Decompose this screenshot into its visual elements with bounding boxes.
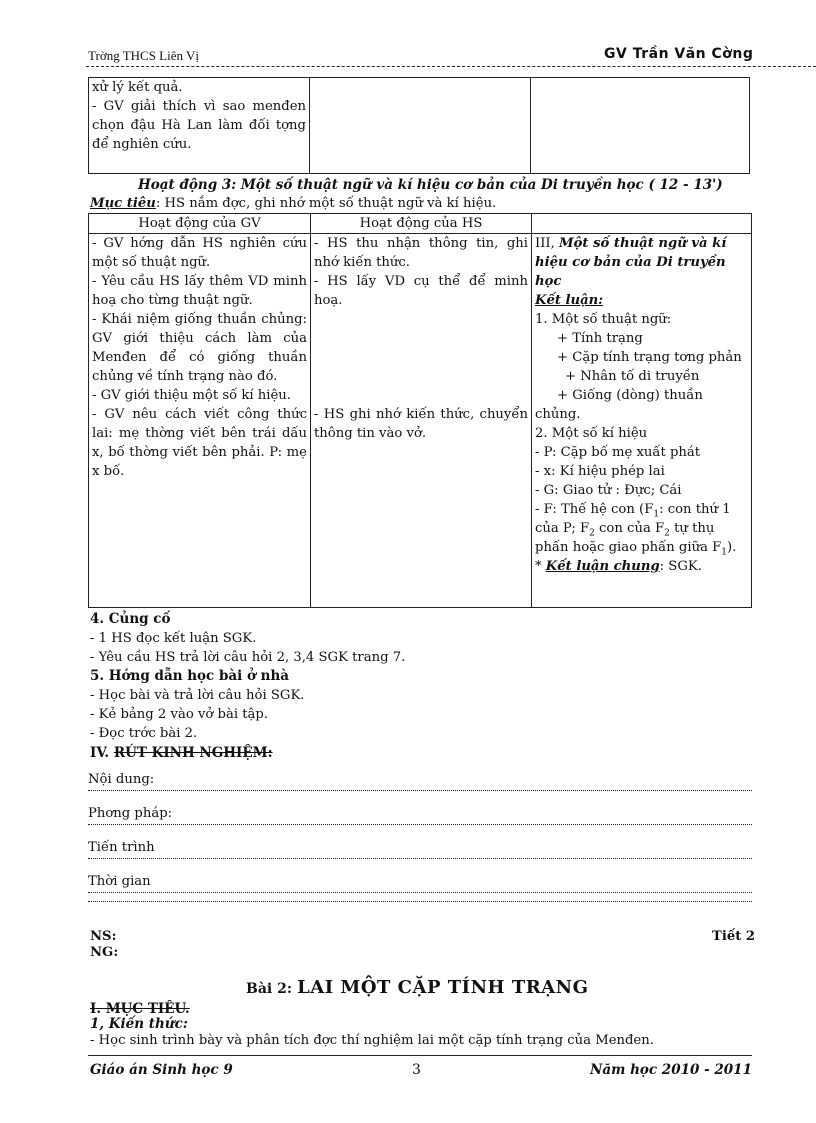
- general-text: : SGK.: [659, 559, 702, 574]
- footer-right: Năm học 2010 - 2011: [590, 1062, 752, 1078]
- gv-item: - GV giới thiệu một số kí hiệu.: [92, 388, 291, 403]
- hs-item: - HS ghi nhớ kiến thức, chuyển thông tin vào vở.: [314, 407, 528, 441]
- terms-heading: 1. Một số thuật ngữ:: [535, 312, 672, 327]
- term-item: + Tính trạng: [557, 331, 643, 346]
- term-item: + Giống (dòng) thuần chủng.: [535, 388, 703, 422]
- objective-text: : HS nắm đợc, ghi nhớ một số thuật ngữ và kí hiệu.: [155, 196, 497, 211]
- symbol-item: - P: Cặp bố mẹ xuất phát: [535, 445, 701, 460]
- consolidation-item: - 1 HS đọc kết luận SGK.: [90, 631, 257, 646]
- activity3-title: [138, 177, 723, 193]
- lesson-heading: [246, 977, 588, 998]
- activity3-title-text: Hoạt động 3: Một số thuật ngữ và kí hiệu cơ bản của Di truyền học ( 12 - 13'): [138, 177, 723, 193]
- lesson-number: Bài 2:: [246, 981, 293, 997]
- activity-table: [88, 213, 752, 608]
- hs-item: - HS thu nhận thông tin, ghi nhớ kiến thức.: [314, 236, 528, 270]
- symbol-item: - G: Giao tử : Đực; Cái: [535, 483, 682, 498]
- experience-num: IV.: [90, 745, 114, 761]
- ns-label: NS:: [90, 929, 117, 944]
- top-table-hs-cell: [310, 78, 531, 174]
- hs-item: - HS lấy VD cụ thể để minh hoạ.: [314, 274, 528, 308]
- experience-text: RÚT KINH NGHIỆM:: [113, 745, 273, 761]
- lesson-title: LAI MỘT CẶP TÍNH TRẠNG: [297, 977, 589, 998]
- gv-item: - GV nêu cách viết công thức lai: mẹ thờng viết bên trái dấu x, bố thờng viết bên phải. P: mẹ x bố.: [92, 407, 307, 479]
- header-divider: [86, 66, 816, 67]
- objective-label: Mục tiêu: [90, 196, 156, 211]
- experience-line: Nội dung:: [88, 772, 752, 791]
- homework-item: - Đọc trớc bài 2.: [90, 726, 198, 741]
- symbols-heading: 2. Một số kí hiệu: [535, 426, 648, 441]
- term-item: + Cặp tính trạng tơng phản: [557, 350, 742, 365]
- col-header-content: [532, 214, 752, 234]
- term-item: + Nhân tố di truyền: [565, 369, 700, 384]
- experience-blank-line: [88, 901, 752, 902]
- top-table-gv-cell: [89, 78, 310, 174]
- footer-divider: [88, 1055, 752, 1056]
- experience-line: Tiến trình: [88, 840, 752, 859]
- footer-page: 3: [412, 1062, 421, 1078]
- activity3-objective: [90, 194, 496, 213]
- general-conclusion: * Kết luận chung: SGK.: [535, 559, 702, 574]
- top-table-content-cell: [531, 78, 750, 174]
- section-heading: [535, 234, 748, 291]
- consolidation-item: - Yêu cầu HS trả lời câu hỏi 2, 3,4 SGK trang 7.: [90, 650, 406, 665]
- consolidation-title: 4. Củng cố: [90, 611, 171, 627]
- gv-item: - Khái niệm giống thuần chủng: GV giới thiệu cách làm của Menđen để có giống thuần chủng về tính trạng nào đó.: [92, 312, 307, 384]
- homework-text: Hớng dẫn học bài ở nhà: [104, 668, 290, 684]
- gv-item: - GV hớng dẫn HS nghiên cứu một số thuật ngữ.: [92, 236, 307, 270]
- symbol-item: - x: Kí hiệu phép lai: [535, 464, 665, 479]
- symbol-item-f: - F: Thế hệ con ($F_1$: con thứ 1 của P; $F_2$ con của $F_2$ tự thụ phấn hoặc giao phấn giữa $F_1$).: [535, 502, 737, 558]
- knowledge-title: 1, Kiến thức:: [90, 1016, 188, 1032]
- col-header-gv: Hoạt động của GV: [89, 214, 311, 234]
- experience-title: [90, 744, 273, 763]
- col-header-hs: Hoạt động của HS: [311, 214, 532, 234]
- footer-left: Giáo án Sinh học 9: [90, 1062, 233, 1078]
- ng-label: NG:: [90, 945, 119, 960]
- gv-item: - Yêu cầu HS lấy thêm VD minh hoạ cho từng thuật ngữ.: [92, 274, 307, 308]
- homework-item: - Kẻ bảng 2 vào vở bài tập.: [90, 707, 269, 722]
- top-table-line: - GV giải thích vì sao menđen chọn đậu Hà Lan làm đối tợng để nghiên cứu.: [92, 99, 306, 152]
- homework-num: 5.: [90, 668, 105, 684]
- section-prefix: III,: [535, 236, 560, 251]
- content-cell: [532, 234, 752, 608]
- gv-cell: [89, 234, 311, 608]
- hs-cell: [311, 234, 532, 608]
- section-title: Một số thuật ngữ và kí hiệu cơ bản của Di truyền học: [535, 236, 727, 289]
- conclusion-label: Kết luận:: [535, 293, 604, 308]
- header-teacher: GV Trần Văn Cờng: [604, 46, 754, 62]
- homework-item: - Học bài và trả lời câu hỏi SGK.: [90, 688, 305, 703]
- top-table-line: xử lý kết quả.: [92, 80, 183, 95]
- knowledge-item: - Học sinh trình bày và phân tích đợc thí nghiệm lai một cặp tính trạng của Menđen.: [90, 1033, 654, 1048]
- header-school: Trờng THCS Liên Vị: [88, 48, 200, 63]
- experience-line: Thời gian: [88, 874, 752, 893]
- homework-title: [90, 667, 289, 686]
- general-label: Kết luận chung: [545, 559, 660, 574]
- top-table: [88, 77, 750, 174]
- experience-line: Phơng pháp:: [88, 806, 752, 825]
- section1-title: I. MỤC TIÊU.: [90, 1001, 190, 1017]
- period-label: Tiết 2: [712, 929, 756, 944]
